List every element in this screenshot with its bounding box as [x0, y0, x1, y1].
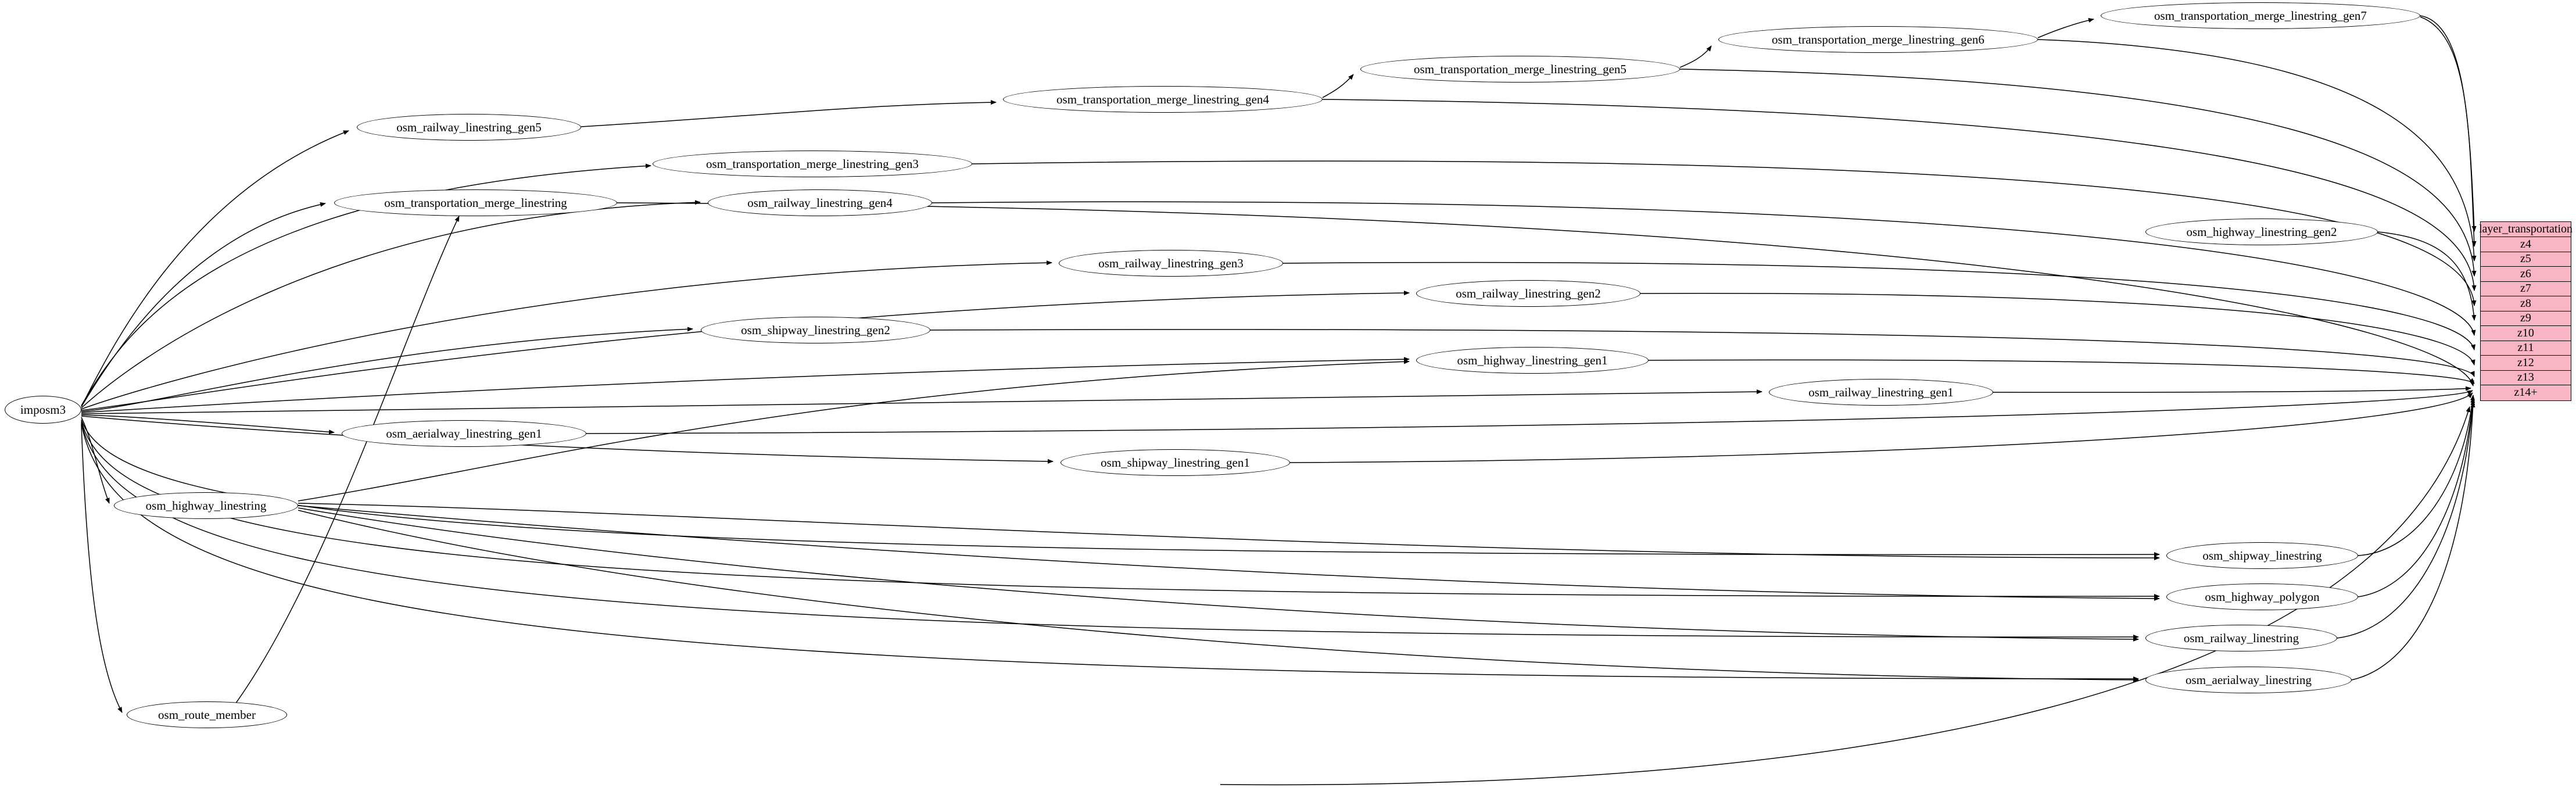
node-label: osm_railway_linestring_gen1	[1808, 385, 1954, 399]
node-osm-railway-linestring-gen2[interactable]	[1416, 280, 1640, 307]
node-label: osm_transportation_merge_linestring	[384, 195, 567, 210]
node-osm-railway-linestring[interactable]	[2145, 625, 2337, 651]
node-osm-transportation-merge-linestring-gen5[interactable]	[1360, 56, 1680, 83]
node-osm-aerialway-linestring-gen1[interactable]	[342, 420, 586, 447]
legend-row-z14plus: z14+	[2481, 385, 2571, 400]
node-osm-transportation-merge-linestring-gen4[interactable]	[1003, 86, 1323, 113]
legend-row-z7: z7	[2481, 282, 2571, 297]
node-label: osm_shipway_linestring_gen1	[1101, 455, 1250, 470]
node-label: osm_route_member	[158, 707, 256, 722]
legend-row-z12: z12	[2481, 356, 2571, 371]
legend-row-z11: z11	[2481, 341, 2571, 356]
node-osm-transportation-merge-linestring-gen6[interactable]	[1718, 26, 2038, 53]
node-label: imposm3	[20, 402, 66, 417]
legend-row-z10: z10	[2481, 326, 2571, 341]
node-imposm3[interactable]	[5, 396, 81, 424]
node-label: osm_aerialway_linestring	[2186, 672, 2312, 687]
legend-layer-transportation	[2480, 221, 2571, 401]
node-label: osm_highway_linestring	[145, 498, 267, 513]
node-osm-railway-linestring-gen5[interactable]	[357, 114, 581, 141]
node-label: osm_railway_linestring_gen2	[1456, 286, 1601, 300]
node-osm-transportation-merge-linestring-gen7[interactable]	[2101, 2, 2420, 29]
node-osm-highway-linestring[interactable]	[114, 492, 298, 519]
node-osm-route-member[interactable]	[127, 701, 287, 728]
node-label: osm_railway_linestring_gen3	[1098, 256, 1244, 270]
node-label: osm_transportation_merge_linestring_gen7	[2154, 8, 2367, 23]
node-osm-transportation-merge-linestring[interactable]	[334, 189, 617, 216]
node-label: osm_highway_linestring_gen1	[1457, 353, 1608, 367]
node-label: osm_railway_linestring_gen5	[396, 120, 542, 134]
legend-row-z6: z6	[2481, 267, 2571, 282]
node-label: osm_railway_linestring_gen4	[747, 195, 893, 210]
node-osm-shipway-linestring[interactable]	[2166, 542, 2358, 569]
legend-row-z8: z8	[2481, 296, 2571, 311]
node-osm-highway-linestring-gen2[interactable]	[2145, 219, 2378, 245]
node-label: osm_transportation_merge_linestring_gen5	[1414, 62, 1626, 76]
node-osm-highway-linestring-gen1[interactable]	[1416, 347, 1649, 374]
node-osm-highway-polygon[interactable]	[2166, 583, 2358, 610]
node-osm-aerialway-linestring[interactable]	[2145, 667, 2352, 693]
node-label: osm_transportation_merge_linestring_gen4	[1056, 92, 1269, 106]
node-osm-railway-linestring-gen4[interactable]	[708, 189, 932, 216]
node-osm-transportation-merge-linestring-gen3[interactable]	[653, 151, 972, 177]
node-label: osm_shipway_linestring	[2202, 548, 2322, 563]
node-osm-railway-linestring-gen3[interactable]	[1059, 250, 1283, 277]
legend-row-z4: z4	[2481, 237, 2571, 252]
node-label: osm_highway_linestring_gen2	[2186, 224, 2337, 239]
legend-row-z9: z9	[2481, 311, 2571, 327]
legend-row-z13: z13	[2481, 371, 2571, 386]
node-osm-railway-linestring-gen1[interactable]	[1769, 379, 1993, 406]
node-label: osm_transportation_merge_linestring_gen3	[706, 156, 919, 171]
node-label: osm_aerialway_linestring_gen1	[386, 426, 542, 441]
node-osm-shipway-linestring-gen2[interactable]	[701, 317, 930, 343]
legend-header: layer_transportation	[2481, 222, 2571, 237]
node-label: osm_railway_linestring	[2183, 631, 2299, 645]
legend-row-z5: z5	[2481, 252, 2571, 267]
node-label: osm_shipway_linestring_gen2	[741, 323, 890, 337]
node-osm-shipway-linestring-gen1[interactable]	[1061, 449, 1290, 476]
node-label: osm_highway_polygon	[2205, 589, 2320, 604]
node-label: osm_transportation_merge_linestring_gen6	[1772, 32, 1984, 46]
